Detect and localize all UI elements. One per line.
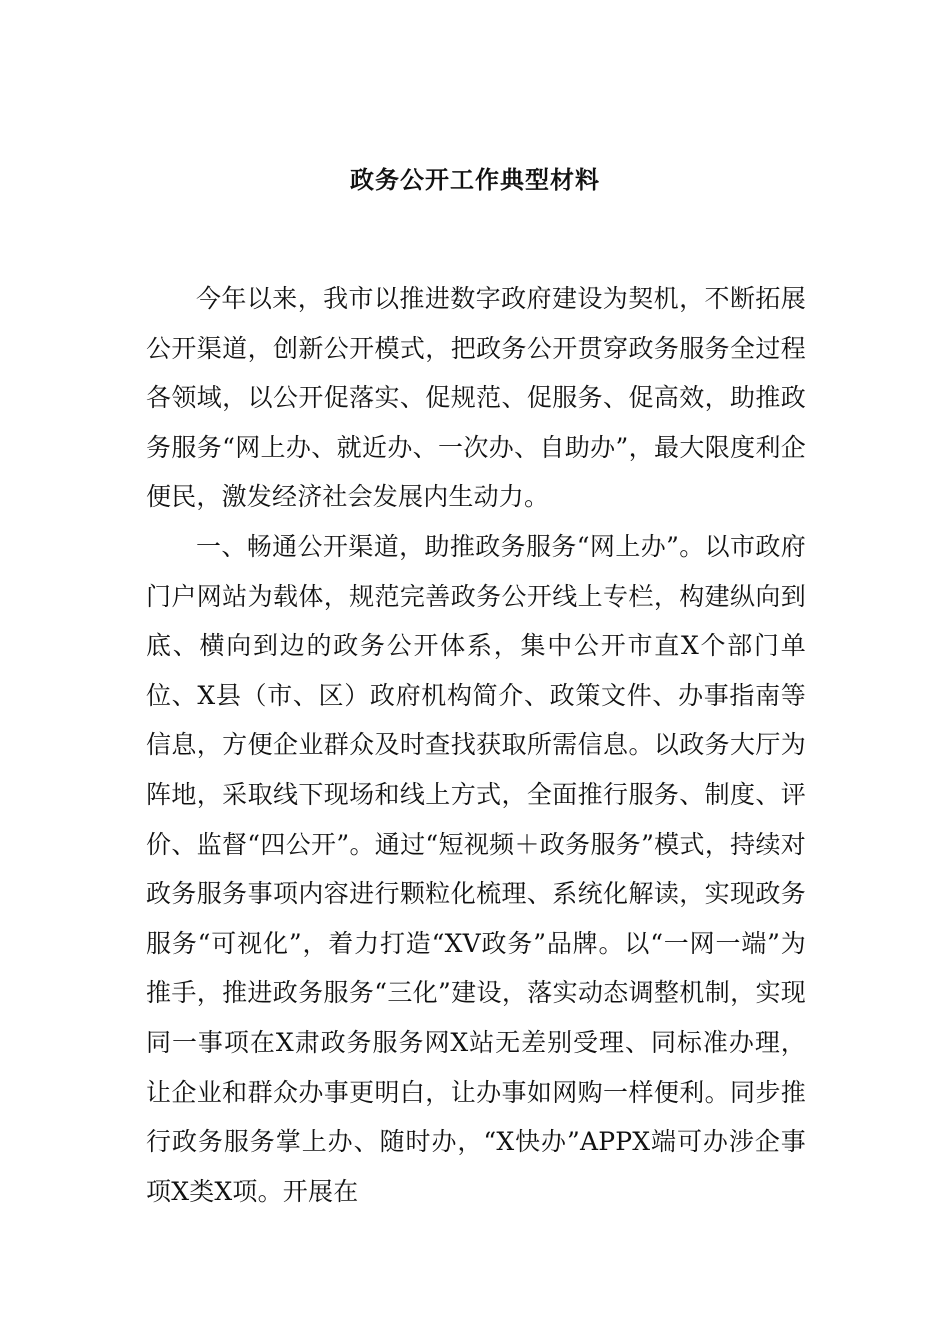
paragraph-intro: 今年以来，我市以推进数字政府建设为契机，不断拓展公开渠道，创新公开模式，把政务公开贯穿政务服务全过程各领域，以公开促落实、促规范、促服务、促高效，助推政务服务“网上办、就近办、一次办、自助办”，最大限度利企便民，激发经济社会发展内生动力。	[146, 284, 806, 512]
paragraph-section-1: 一、畅通公开渠道，助推政务服务“网上办”。以市政府门户网站为载体，规范完善政务公开线上专栏，构建纵向到底、横向到边的政务公开体系，集中公开市直X个部门单位、X县（市、区）政府机构简介、政策文件、办事指南等信息，方便企业群众及时查找获取所需信息。以政务大厅为阵地，采取线下现场和线上方式，全面推行服务、制度、评价、监督“四公开”。通过“短视频＋政务服务”模式，持续对政务服务事项内容进行颗粒化梳理、系统化解读，实现政务服务“可视化”，着力打造“XV政务”品牌。以“一网一端”为推手，推进政务服务“三化”建设，落实动态调整机制，实现同一事项在X肃政务服务网X站无差别受理、同标准办理，让企业和群众办事更明白，让办事如网购一样便利。同步推行政务服务掌上办、随时办，“X快办”APPX端可办涉企事项X类X项。开展在	[146, 531, 806, 1206]
document-body	[146, 274, 806, 1216]
document-title: 政务公开工作典型材料	[350, 165, 600, 194]
